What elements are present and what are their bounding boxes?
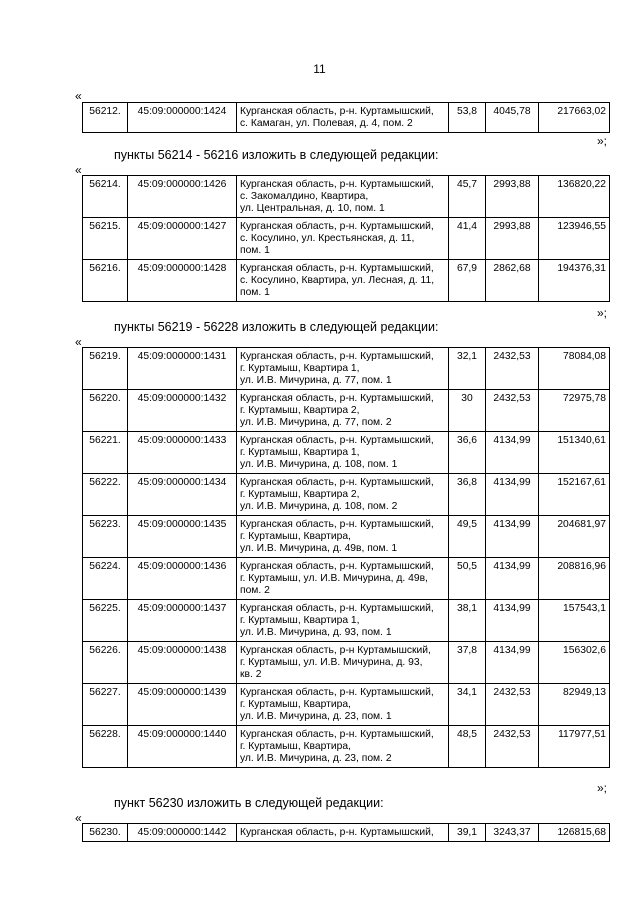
area-cell: 37,8	[449, 642, 486, 684]
area-cell: 49,5	[449, 516, 486, 558]
cadastral-number-cell: 45:09:000000:1436	[128, 558, 237, 600]
unit-price-cell: 2993,88	[486, 176, 539, 218]
address-line: пом. 1	[240, 245, 270, 256]
item-number-cell: 56222.	[83, 474, 128, 516]
table-row	[83, 642, 610, 684]
address-line: Курганская область, р-н. Куртамышский,	[240, 519, 434, 530]
item-number-cell: 56215.	[83, 218, 128, 260]
cadastral-number-cell: 45:09:000000:1424	[128, 103, 237, 133]
address-line: Курганская область, р-н. Куртамышский,	[240, 263, 434, 274]
item-number-cell: 56230.	[83, 824, 128, 842]
item-number-cell: 56228.	[83, 726, 128, 768]
cadastral-number-cell: 45:09:000000:1428	[128, 260, 237, 302]
close-quote: »;	[596, 306, 607, 320]
unit-price-cell: 4134,99	[486, 432, 539, 474]
unit-price-cell: 2862,68	[486, 260, 539, 302]
address-line: г. Куртамыш, ул. И.В. Мичурина, д. 93,	[240, 657, 423, 668]
address-line: г. Куртамыш, Квартира 1,	[240, 363, 360, 374]
unit-price-cell: 4045,78	[486, 103, 539, 133]
total-value-cell: 208816,96	[539, 558, 610, 600]
unit-price-cell: 4134,99	[486, 642, 539, 684]
unit-price-cell: 4134,99	[486, 600, 539, 642]
unit-price-cell: 2432,53	[486, 390, 539, 432]
address-line: ул. И.В. Мичурина, д. 108, пом. 1	[240, 459, 398, 470]
table-row	[83, 600, 610, 642]
cadastral-number-cell: 45:09:000000:1437	[128, 600, 237, 642]
address-line: Курганская область, р-н. Куртамышский,	[240, 827, 434, 838]
register-table	[82, 102, 610, 133]
unit-price-cell: 4134,99	[486, 474, 539, 516]
page-number: 11	[313, 62, 326, 76]
total-value-cell: 194376,31	[539, 260, 610, 302]
address-cell	[237, 390, 449, 432]
table-row	[83, 684, 610, 726]
address-line: г. Куртамыш, Квартира 2,	[240, 405, 360, 416]
address-line: Курганская область, р-н. Куртамышский,	[240, 106, 434, 117]
total-value-cell: 82949,13	[539, 684, 610, 726]
close-quote: »;	[596, 781, 607, 795]
cadastral-number-cell: 45:09:000000:1435	[128, 516, 237, 558]
total-value-cell: 204681,97	[539, 516, 610, 558]
item-number-cell: 56219.	[83, 348, 128, 390]
address-line: пом. 1	[240, 287, 270, 298]
table-row	[83, 558, 610, 600]
table-row	[83, 824, 610, 842]
area-cell: 53,8	[449, 103, 486, 133]
address-line: Курганская область, р-н. Куртамышский,	[240, 393, 434, 404]
table-row	[83, 260, 610, 302]
address-line: с. Закомалдино, Квартира,	[240, 191, 369, 202]
address-line: Курганская область, р-н. Куртамышский,	[240, 477, 434, 488]
address-line: г. Куртамыш, Квартира 1,	[240, 615, 360, 626]
address-cell	[237, 218, 449, 260]
address-cell	[237, 684, 449, 726]
address-line: Курганская область, р-н. Куртамышский,	[240, 603, 434, 614]
address-line: с. Косулино, ул. Крестьянская, д. 11,	[240, 233, 415, 244]
cadastral-number-cell: 45:09:000000:1438	[128, 642, 237, 684]
address-line: Курганская область, р-н. Куртамышский,	[240, 561, 434, 572]
table-row	[83, 176, 610, 218]
address-line: Курганская область, р-н Куртамышский,	[240, 645, 431, 656]
address-cell	[237, 348, 449, 390]
item-number-cell: 56225.	[83, 600, 128, 642]
unit-price-cell: 4134,99	[486, 558, 539, 600]
item-number-cell: 56226.	[83, 642, 128, 684]
table-row	[83, 726, 610, 768]
item-number-cell: 56220.	[83, 390, 128, 432]
address-line: Курганская область, р-н. Куртамышский,	[240, 729, 434, 740]
table-row	[83, 218, 610, 260]
unit-price-cell: 2432,53	[486, 726, 539, 768]
cadastral-number-cell: 45:09:000000:1427	[128, 218, 237, 260]
address-line: г. Куртамыш, Квартира,	[240, 699, 351, 710]
area-cell: 45,7	[449, 176, 486, 218]
area-cell: 48,5	[449, 726, 486, 768]
open-quote: «	[75, 335, 82, 349]
address-cell	[237, 516, 449, 558]
register-table	[82, 347, 610, 768]
area-cell: 50,5	[449, 558, 486, 600]
register-table	[82, 175, 610, 302]
unit-price-cell: 2432,53	[486, 684, 539, 726]
total-value-cell: 78084,08	[539, 348, 610, 390]
section-intro: пункты 56219 - 56228 изложить в следующей редакции:	[114, 320, 439, 334]
address-line: г. Куртамыш, Квартира 1,	[240, 447, 360, 458]
item-number-cell: 56224.	[83, 558, 128, 600]
table-row	[83, 390, 610, 432]
cadastral-number-cell: 45:09:000000:1442	[128, 824, 237, 842]
area-cell: 41,4	[449, 218, 486, 260]
cadastral-number-cell: 45:09:000000:1439	[128, 684, 237, 726]
unit-price-cell: 3243,37	[486, 824, 539, 842]
address-cell	[237, 642, 449, 684]
cadastral-number-cell: 45:09:000000:1434	[128, 474, 237, 516]
area-cell: 34,1	[449, 684, 486, 726]
address-line: Курганская область, р-н. Куртамышский,	[240, 687, 434, 698]
address-cell	[237, 103, 449, 133]
table-row	[83, 516, 610, 558]
item-number-cell: 56214.	[83, 176, 128, 218]
table-row	[83, 474, 610, 516]
item-number-cell: 56216.	[83, 260, 128, 302]
area-cell: 38,1	[449, 600, 486, 642]
address-line: г. Куртамыш, Квартира,	[240, 531, 351, 542]
table-row	[83, 432, 610, 474]
address-cell	[237, 260, 449, 302]
cadastral-number-cell: 45:09:000000:1440	[128, 726, 237, 768]
address-line: ул. И.В. Мичурина, д. 77, пом. 2	[240, 417, 392, 428]
total-value-cell: 151340,61	[539, 432, 610, 474]
table-row	[83, 348, 610, 390]
section-intro: пункты 56214 - 56216 изложить в следующей редакции:	[114, 148, 439, 162]
total-value-cell: 156302,6	[539, 642, 610, 684]
total-value-cell: 126815,68	[539, 824, 610, 842]
total-value-cell: 152167,61	[539, 474, 610, 516]
address-line: г. Куртамыш, ул. И.В. Мичурина, д. 49в,	[240, 573, 428, 584]
total-value-cell: 123946,55	[539, 218, 610, 260]
address-cell	[237, 176, 449, 218]
unit-price-cell: 4134,99	[486, 516, 539, 558]
table-row	[83, 103, 610, 133]
cadastral-number-cell: 45:09:000000:1433	[128, 432, 237, 474]
total-value-cell: 136820,22	[539, 176, 610, 218]
address-cell	[237, 824, 449, 842]
address-line: с. Косулино, Квартира, ул. Лесная, д. 11,	[240, 275, 435, 286]
section-intro: пункт 56230 изложить в следующей редакции:	[114, 796, 384, 810]
open-quote: «	[75, 811, 82, 825]
address-line: ул. И.В. Мичурина, д. 49в, пом. 1	[240, 543, 398, 554]
area-cell: 30	[449, 390, 486, 432]
total-value-cell: 72975,78	[539, 390, 610, 432]
address-line: ул. И.В. Мичурина, д. 23, пом. 2	[240, 753, 392, 764]
register-table	[82, 823, 610, 842]
unit-price-cell: 2993,88	[486, 218, 539, 260]
address-line: Курганская область, р-н. Куртамышский,	[240, 435, 434, 446]
address-cell	[237, 558, 449, 600]
address-line: кв. 2	[240, 669, 262, 680]
close-quote: »;	[596, 134, 607, 148]
address-line: Курганская область, р-н. Куртамышский,	[240, 179, 434, 190]
area-cell: 67,9	[449, 260, 486, 302]
total-value-cell: 117977,51	[539, 726, 610, 768]
address-line: ул. И.В. Мичурина, д. 108, пом. 2	[240, 501, 398, 512]
cadastral-number-cell: 45:09:000000:1431	[128, 348, 237, 390]
address-line: ул. И.В. Мичурина, д. 93, пом. 1	[240, 627, 392, 638]
item-number-cell: 56212.	[83, 103, 128, 133]
address-cell	[237, 600, 449, 642]
address-cell	[237, 474, 449, 516]
address-line: ул. Центральная, д. 10, пом. 1	[240, 203, 385, 214]
address-line: ул. И.В. Мичурина, д. 77, пом. 1	[240, 375, 392, 386]
total-value-cell: 217663,02	[539, 103, 610, 133]
open-quote: «	[75, 163, 82, 177]
unit-price-cell: 2432,53	[486, 348, 539, 390]
cadastral-number-cell: 45:09:000000:1426	[128, 176, 237, 218]
address-line: с. Камаган, ул. Полевая, д. 4, пом. 2	[240, 118, 413, 129]
address-cell	[237, 432, 449, 474]
item-number-cell: 56223.	[83, 516, 128, 558]
address-cell	[237, 726, 449, 768]
area-cell: 36,6	[449, 432, 486, 474]
total-value-cell: 157543,1	[539, 600, 610, 642]
area-cell: 32,1	[449, 348, 486, 390]
cadastral-number-cell: 45:09:000000:1432	[128, 390, 237, 432]
area-cell: 36,8	[449, 474, 486, 516]
item-number-cell: 56221.	[83, 432, 128, 474]
item-number-cell: 56227.	[83, 684, 128, 726]
address-line: пом. 2	[240, 585, 270, 596]
address-line: ул. И.В. Мичурина, д. 23, пом. 1	[240, 711, 392, 722]
address-line: Курганская область, р-н. Куртамышский,	[240, 221, 434, 232]
open-quote: «	[75, 89, 82, 103]
address-line: Курганская область, р-н. Куртамышский,	[240, 351, 434, 362]
area-cell: 39,1	[449, 824, 486, 842]
address-line: г. Куртамыш, Квартира,	[240, 741, 351, 752]
address-line: г. Куртамыш, Квартира 2,	[240, 489, 360, 500]
